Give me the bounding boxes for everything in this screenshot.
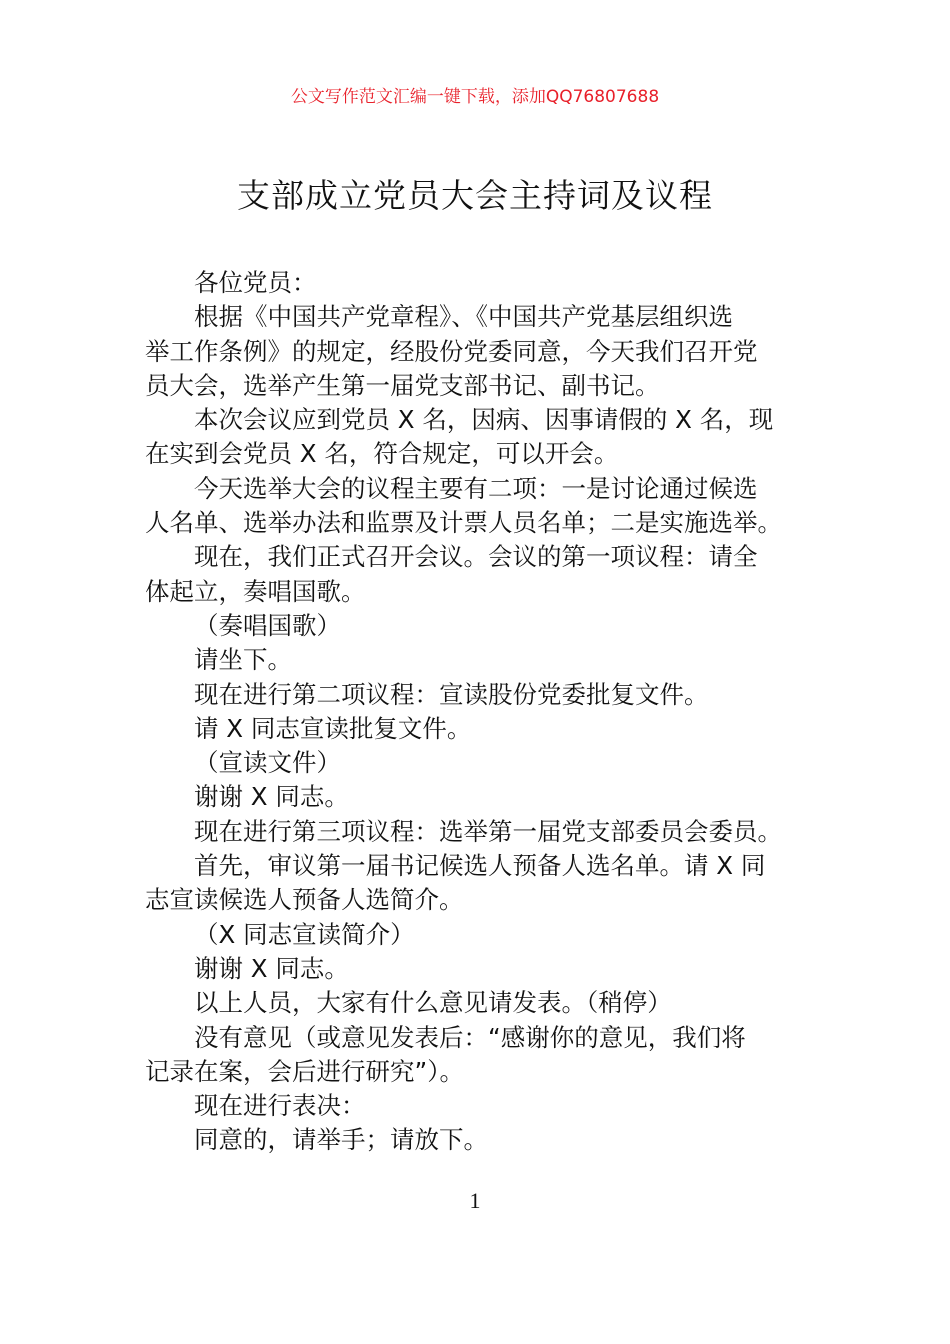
- paragraph-line: 请 X 同志宣读批复文件。: [194, 713, 472, 743]
- paragraph-line: 首先，审议第一届书记候选人预备人选名单。请 X 同: [194, 851, 766, 881]
- paragraph-line: 现在进行第三项议程：选举第一届党支部委员会委员。: [194, 816, 782, 846]
- paragraph-line: 志宣读候选人预备人选简介。: [145, 885, 464, 915]
- paragraph-line: 员大会，选举产生第一届党支部书记、副书记。: [145, 370, 660, 400]
- document-title: 支部成立党员大会主持词及议程: [237, 176, 713, 215]
- paragraph-line: 没有意见（或意见发表后：“感谢你的意见，我们将: [194, 1022, 746, 1052]
- paragraph-line: 本次会议应到党员 X 名，因病、因事请假的 X 名，现: [194, 405, 774, 435]
- paragraph-line: 记录在案，会后进行研究”）。: [145, 1056, 464, 1086]
- paragraph-line: 请坐下。: [194, 645, 292, 675]
- paragraph-line: 在实到会党员 X 名，符合规定，可以开会。: [145, 439, 619, 469]
- paragraph-line: 人名单、选举办法和监票及计票人员名单；二是实施选举。: [145, 508, 782, 538]
- paragraph-line: 举工作条例》的规定，经股份党委同意，今天我们召开党: [145, 336, 758, 366]
- page-number: 1: [469, 1188, 481, 1213]
- paragraph-line: 现在进行第二项议程：宣读股份党委批复文件。: [194, 679, 709, 709]
- paragraph-line: 现在，我们正式召开会议。会议的第一项议程：请全: [194, 542, 758, 572]
- download-banner: 公文写作范文汇编一键下载，添加QQ76807688: [290, 87, 660, 107]
- paragraph-line: （奏唱国歌）: [194, 610, 341, 640]
- paragraph-line: 体起立，奏唱国歌。: [145, 576, 366, 606]
- paragraph-line: 谢谢 X 同志。: [194, 953, 349, 983]
- document-body: [145, 266, 810, 1158]
- paragraph-line: 今天选举大会的议程主要有二项：一是讨论通过候选: [194, 473, 758, 503]
- paragraph-line: 根据《中国共产党章程》、《中国共产党基层组织选: [194, 302, 733, 332]
- paragraph-line: 同意的，请举手；请放下。: [194, 1125, 488, 1155]
- paragraph-line: 各位党员：: [194, 268, 317, 297]
- paragraph-line: （X 同志宣读简介）: [194, 919, 415, 949]
- paragraph-line: 现在进行表决：: [194, 1091, 366, 1121]
- paragraph-line: 谢谢 X 同志。: [194, 782, 349, 812]
- paragraph-line: 以上人员，大家有什么意见请发表。（稍停）: [194, 988, 672, 1018]
- paragraph-line: （宣读文件）: [194, 748, 341, 778]
